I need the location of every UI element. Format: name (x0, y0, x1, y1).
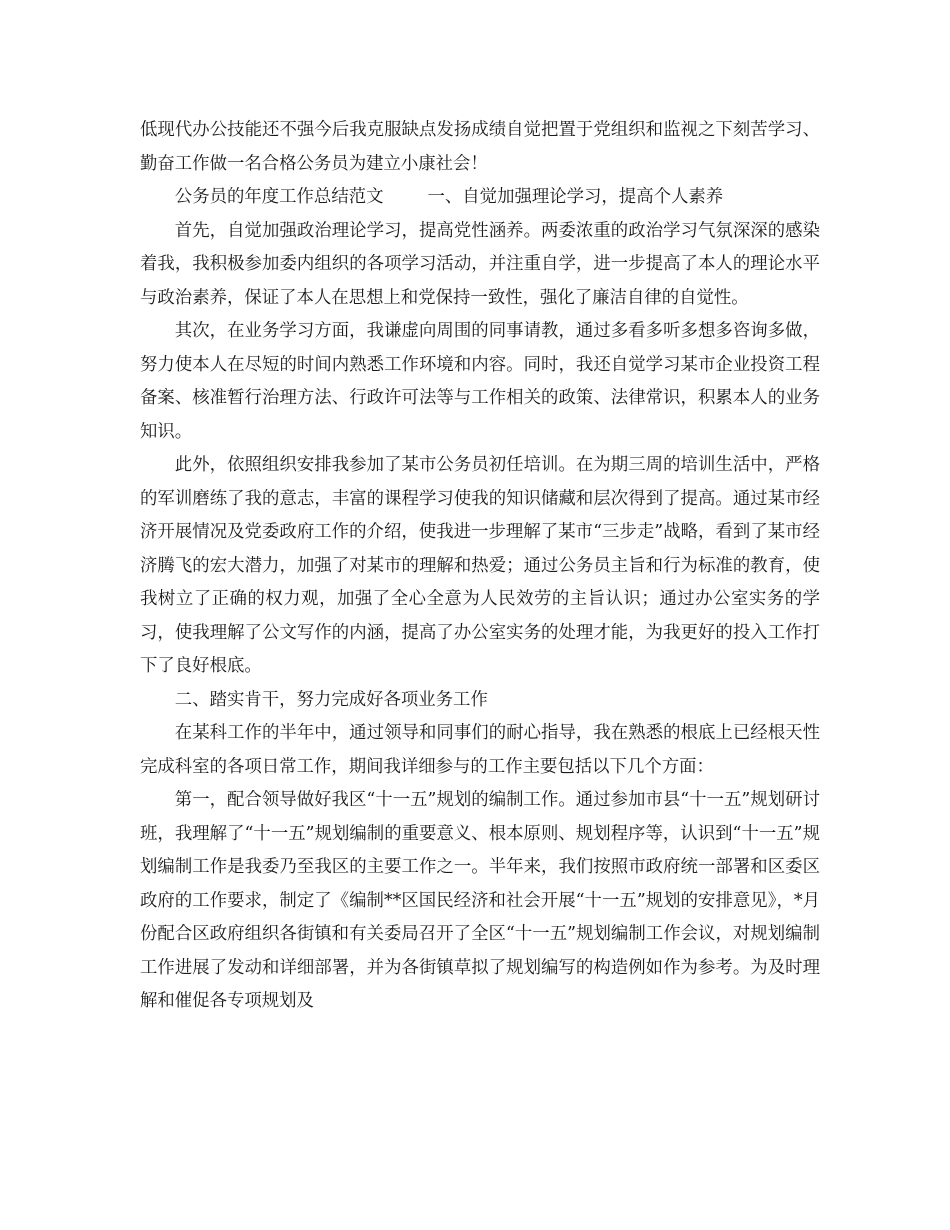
paragraph-continuation: 低现代办公技能还不强今后我克服缺点发扬成绩自觉把置于党组织和监视之下刻苦学习、勤奋工作做一名合格公务员为建立小康社会！ (140, 120, 820, 174)
document-body (140, 114, 820, 1019)
paragraph-work-overview: 在某科工作的半年中，通过领导和同事们的耐心指导，我在熟悉的根底上已经根天性完成科室的各项日常工作，期间我详细参与的工作主要包括以下几个方面： (140, 723, 820, 777)
section-heading-2: 二、踏实肯干，努力完成好各项业务工作 (174, 689, 488, 710)
paragraph-business-study: 其次，在业务学习方面，我谦虚向周围的同事请教，通过多看多听多想多咨询多做，努力使本人在尽短的时间内熟悉工作环境和内容。同时，我还自觉学习某市企业投资工程备案、核准暂行治理方法、行政许可法等与工作相关的政策、法律常识，积累本人的业务知识。 (140, 321, 820, 442)
article-title: 公务员的年度工作总结范文 (174, 187, 384, 207)
paragraph-political-study: 首先，自觉加强政治理论学习，提高党性涵养。两委浓重的政治学习气氛深深的感染着我，我积极参加委内组织的各项学习活动，并注重自学，进一步提高了本人的理论水平与政治素养，保证了本人在思想上和党保持一致性，强化了廉洁自律的自觉性。 (140, 220, 820, 308)
paragraph-heading-line (140, 181, 820, 215)
section-heading-1: 一、自觉加强理论学习，提高个人素养 (427, 187, 724, 207)
paragraph-training: 此外，依照组织安排我参加了某市公务员初任培训。在为期三周的培训生活中，严格的军训磨练了我的意志，丰富的课程学习使我的知识储藏和层次得到了提高。通过某市经济开展情况及党委政府工作的介绍，使我进一步理解了某市“三步走”战略，看到了某市经济腾飞的宏大潜力，加强了对某市的理解和热爱；通过公务员主旨和行为标准的教育，使我树立了正确的权力观，加强了全心全意为人民效劳的主旨认识；通过办公室实务的学习，使我理解了公文写作的内涵，提高了办公室实务的处理才能，为我更好的投入工作打下了良好根底。 (140, 455, 820, 676)
paragraph-planning-work: 第一，配合领导做好我区“十一五”规划的编制工作。通过参加市县“十一五”规划研讨班，我理解了“十一五”规划编制的重要意义、根本原则、规划程序等，认识到“十一五”规划编制工作是我委乃至我区的主要工作之一。半年来，我们按照市政府统一部署和区委区政府的工作要求，制定了《编制**区国民经济和社会开展“十一五”规划的安排意见》，*月份配合区政府组织各街镇和有关委局召开了全区“十一五”规划编制工作会议，对规划编制工作进展了发动和详细部署，并为各街镇草拟了规划编写的构造例如作为参考。为及时理解和催促各专项规划及 (140, 790, 820, 1011)
